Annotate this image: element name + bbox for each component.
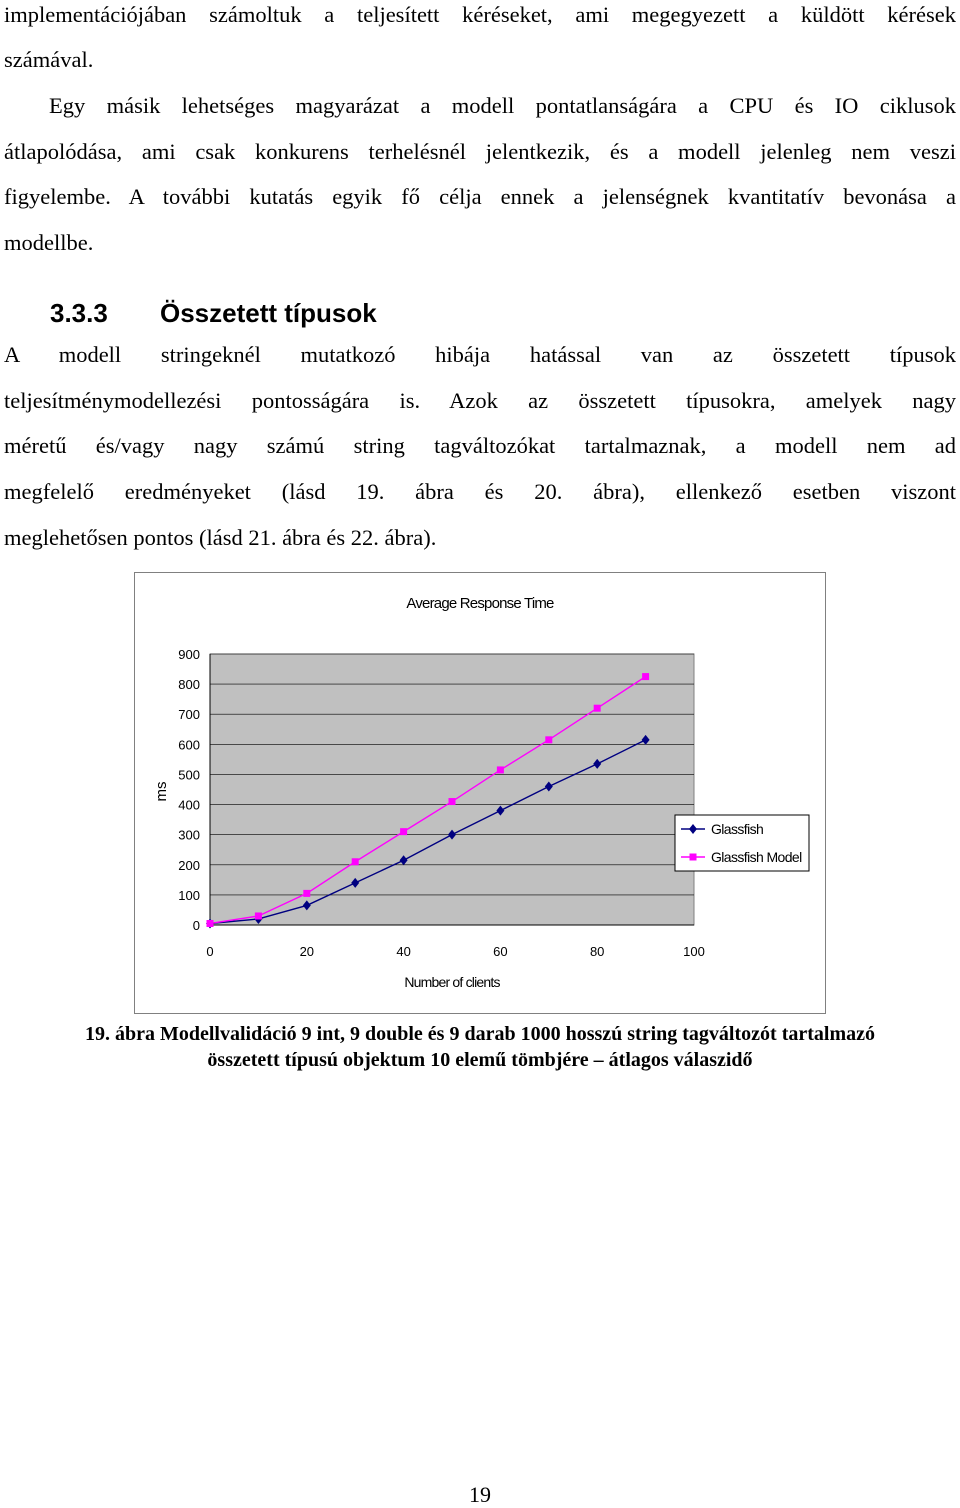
data-point-square bbox=[255, 912, 262, 919]
legend-label: Glassfish Model bbox=[711, 849, 802, 865]
y-tick-label: 100 bbox=[178, 887, 200, 903]
figure-caption-line: összetett típusú objektum 10 elemű tömbjére – átlagos válaszidő bbox=[207, 1049, 753, 1071]
y-tick-label: 300 bbox=[178, 827, 200, 843]
paragraph-line: méretű és/vagy nagy számú string tagváltozókat tartalmaznak, a modell nem ad bbox=[4, 433, 956, 458]
chart-title: Average Response Time bbox=[406, 595, 554, 612]
y-tick-label: 600 bbox=[178, 737, 200, 753]
section-heading bbox=[50, 298, 377, 328]
paragraph-line: A modell stringeknél mutatkozó hibája hatással van az összetett típusok bbox=[4, 342, 956, 367]
paragraph-line: teljesítménymodellezési pontosságára is. Azok az összetett típusokra, amelyek nagy bbox=[4, 388, 956, 413]
paragraph-line: implementációjában számoltuk a teljesített kéréseket, ami megegyezett a küldött kérések bbox=[4, 2, 956, 27]
paragraph-line: átlapolódása, ami csak konkurens terhelésnél jelentkezik, és a modell jelenleg nem veszi bbox=[4, 139, 956, 164]
figure-caption-line: 19. ábra Modellvalidáció 9 int, 9 double és 9 darab 1000 hosszú string tagváltozót tartalmazó bbox=[85, 1023, 875, 1045]
x-tick-label: 80 bbox=[589, 944, 605, 959]
data-point-square bbox=[449, 798, 456, 805]
y-tick-label: 500 bbox=[178, 767, 200, 783]
x-tick-label: 60 bbox=[493, 944, 508, 959]
y-tick-label: 900 bbox=[178, 647, 200, 662]
page-number: 19 bbox=[469, 1482, 491, 1507]
paragraph-line: modellbe. bbox=[4, 230, 94, 255]
plot-area bbox=[210, 654, 694, 925]
paragraph-line: figyelembe. A további kutatás egyik fő célja ennek a jelenségnek kvantitatív bevonása a bbox=[4, 184, 956, 209]
y-tick-label: 0 bbox=[192, 918, 200, 933]
data-point-square bbox=[642, 673, 649, 680]
data-point-square bbox=[400, 828, 407, 835]
data-point-square bbox=[303, 890, 310, 897]
x-tick-label: 20 bbox=[299, 944, 315, 959]
data-point-square bbox=[497, 766, 504, 773]
data-point-square bbox=[690, 854, 697, 861]
response-time-chart bbox=[134, 572, 826, 1014]
paragraph-line: számával. bbox=[4, 47, 94, 72]
y-tick-label: 800 bbox=[178, 677, 200, 693]
data-point-square bbox=[545, 736, 552, 743]
x-tick-label: 0 bbox=[206, 944, 214, 959]
x-tick-label: 40 bbox=[396, 944, 411, 959]
paragraph-line: meglehetősen pontos (lásd 21. ábra és 22. ábra). bbox=[4, 525, 437, 550]
y-tick-label: 700 bbox=[178, 707, 200, 723]
section-title: Összetett típusok bbox=[160, 298, 377, 328]
paragraph-line: megfelelő eredményeket (lásd 19. ábra és 20. ábra), ellenkező esetben viszont bbox=[4, 479, 956, 504]
x-tick-label: 100 bbox=[683, 944, 705, 959]
section-number: 3.3.3 bbox=[50, 298, 108, 328]
y-tick-label: 400 bbox=[178, 797, 200, 813]
data-point-square bbox=[352, 858, 359, 865]
data-point-square bbox=[594, 705, 601, 712]
y-tick-label: 200 bbox=[178, 857, 200, 873]
chart-legend bbox=[675, 815, 809, 871]
legend-label: Glassfish bbox=[711, 821, 764, 837]
x-axis-label: Number of clients bbox=[404, 974, 500, 990]
y-axis-label: ms bbox=[153, 781, 170, 802]
paragraph-line: Egy másik lehetséges magyarázat a modell pontatlanságára a CPU és IO ciklusok bbox=[49, 93, 956, 118]
data-point-square bbox=[207, 920, 214, 927]
